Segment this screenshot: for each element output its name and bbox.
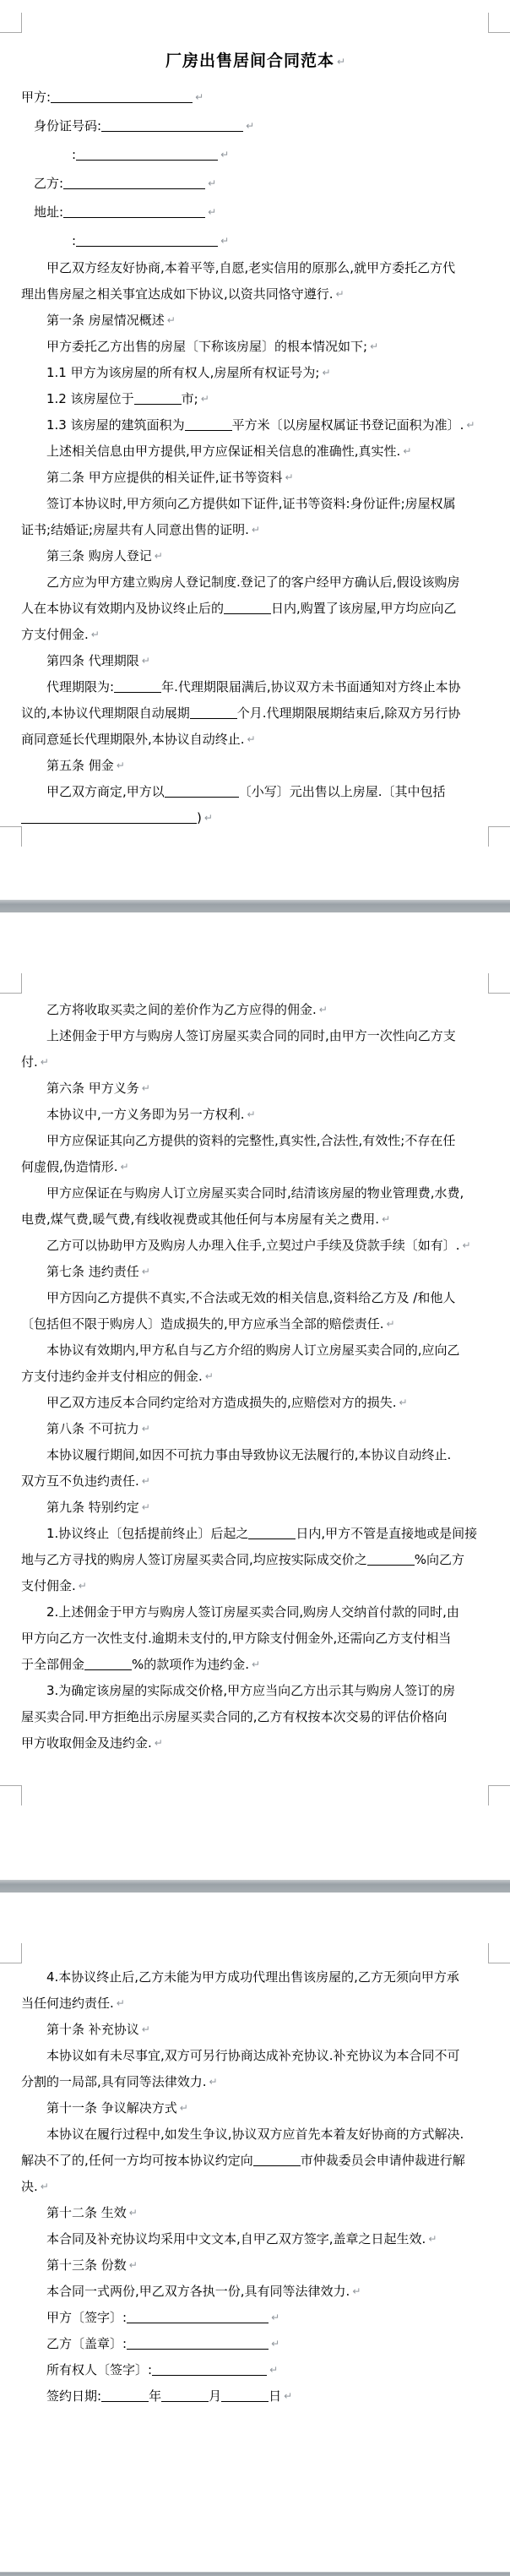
crop-mark-bottom-right xyxy=(488,826,510,847)
text-line: 签订本协议时,甲方须向乙方提供如下证件,证书等资料:身份证件;房屋权属 xyxy=(21,496,456,511)
text-line: 签约日期: 年 月 日 ↵ xyxy=(21,2383,491,2410)
text-line: 第七条 违约责任 ↵ xyxy=(21,1259,491,1285)
text-line: 地与乙方寻找的购房人签订房屋买卖合同,均应按实际成交价之 %向乙方 xyxy=(21,1552,465,1567)
text-line: 第三条 购房人登记 ↵ xyxy=(21,543,491,569)
text-line: 甲方委托乙方出售的房屋〔下称该房屋〕的根本情况如下; ↵ xyxy=(21,334,491,360)
text-line: 身份证号码: ↵ xyxy=(21,112,491,140)
crop-mark-bottom-right xyxy=(488,1785,510,1805)
text-line: 1.协议终止〔包括提前终止〕后起之 日内,甲方不管是直接地或是间接 xyxy=(21,1526,478,1541)
text-line: 支付佣金. ↵ xyxy=(21,1573,491,1599)
text-line: 第八条 不可抗力 ↵ xyxy=(21,1416,491,1442)
text-line: 于全部佣金 %的款项作为违约金. ↵ xyxy=(21,1652,491,1678)
page-1[interactable] xyxy=(0,0,510,900)
text-line: 本协议履行期间,如因不可抗力事由导致协议无法履行的,本协议自动终止. xyxy=(21,1447,452,1462)
text-line: : ↵ xyxy=(21,226,491,255)
text-line: 当任何违约责任. ↵ xyxy=(21,1991,491,2017)
page-body xyxy=(21,1964,491,2410)
blank-underline xyxy=(127,2337,269,2350)
page-body xyxy=(21,997,491,1756)
blank-underline xyxy=(101,2389,149,2402)
text-line: 甲方因向乙方提供不真实,不合法或无效的相关信息,资料给乙方及 /和他人 xyxy=(21,1290,456,1305)
text-line: 甲方: ↵ xyxy=(21,83,491,112)
text-line: 理出售房屋之相关事宜达成如下协议,以资共同恪守遵行. ↵ xyxy=(21,281,491,308)
text-line: 第十二条 生效 ↵ xyxy=(21,2200,491,2226)
text-line: 〔包括但不限于购房人〕造成损失的,甲方应承当全部的赔偿责任. ↵ xyxy=(21,1311,491,1337)
text-line: 第十条 补充协议 ↵ xyxy=(21,2017,491,2043)
text-line: 上述相关信息由甲方提供,甲方应保证相关信息的准确性,真实性. ↵ xyxy=(21,438,491,465)
crop-mark-top-right xyxy=(488,973,510,994)
text-line: 甲方应保证在与购房人订立房屋买卖合同时,结清该房屋的物业管理费,水费, xyxy=(21,1185,464,1201)
crop-mark-top-right xyxy=(488,1943,510,1963)
text-line: 乙方可以协助甲方及购房人办理入住手,立契过户手续及贷款手续〔如有〕. ↵ xyxy=(21,1233,491,1259)
text-line: 代理期限为: 年.代理期限届满后,协议双方未书面通知对方终止本协 xyxy=(21,679,461,694)
text-line: 第五条 佣金 ↵ xyxy=(21,753,491,779)
page-separator xyxy=(0,1880,510,1893)
text-line: 本协议中,一方义务即为另一方权利. ↵ xyxy=(21,1102,491,1128)
page-3[interactable] xyxy=(0,1893,510,2572)
text-line: 乙方: ↵ xyxy=(21,169,491,198)
text-line: 第一条 房屋情况概述 ↵ xyxy=(21,308,491,334)
text-line: 商同意延长代理期限外,本协议自动终止. ↵ xyxy=(21,727,491,753)
text-line: 本合同及补充协议均采用中文文本,自甲乙双方签字,盖章之日起生效. ↵ xyxy=(21,2226,491,2252)
text-line: 1.3 该房屋的建筑面积为 平方米〔以房屋权属证书登记面积为准〕. ↵ xyxy=(21,412,491,438)
page-content xyxy=(21,997,491,1756)
text-line: 方支付佣金. ↵ xyxy=(21,622,491,648)
blank-underline xyxy=(165,785,239,798)
page-2[interactable] xyxy=(0,912,510,1880)
page-body xyxy=(21,83,491,831)
blank-underline xyxy=(221,2389,269,2402)
text-line: : ↵ xyxy=(21,140,491,169)
blank-underline xyxy=(367,1553,415,1566)
blank-underline xyxy=(76,234,218,247)
text-line: 甲乙双方商定,甲方以 〔小写〕元出售以上房屋.〔其中包括 xyxy=(21,784,446,799)
text-line: 3.为确定该房屋的实际成交价格,甲方应当向乙方出示其与购房人签订的房 xyxy=(21,1683,456,1698)
document-title: 厂房出售居间合同范本 ↵ xyxy=(21,44,491,78)
text-line: 方支付违约金并支付相应的佣金. ↵ xyxy=(21,1364,491,1390)
crop-mark-top-left xyxy=(0,973,22,994)
text-line: 1.1 甲方为该房屋的所有权人,房屋所有权证号为; ↵ xyxy=(21,360,491,386)
text-line: 议的,本协议代理期限自动展期 个月.代理期限展期结束后,除双方另行协 xyxy=(21,705,461,721)
blank-underline xyxy=(190,706,237,719)
crop-mark-bottom-left xyxy=(0,826,22,847)
text-line: ) ↵ xyxy=(21,805,491,831)
text-line: 分割的一局部,具有同等法律效力. ↵ xyxy=(21,2069,491,2095)
crop-mark-top-right xyxy=(488,13,510,33)
text-line: 第四条 代理期限 ↵ xyxy=(21,648,491,674)
text-line: 乙方将收取买卖之间的差价作为乙方应得的佣金. ↵ xyxy=(21,997,491,1023)
text-line: 付. ↵ xyxy=(21,1049,491,1076)
text-line: 本协议如有未尽事宜,双方可另行协商达成补充协议.补充协议为本合同不可 xyxy=(21,2048,460,2063)
page-content xyxy=(21,1964,491,2410)
text-line: 本合同一式两份,甲乙双方各执一份,具有同等法律效力. ↵ xyxy=(21,2279,491,2305)
blank-underline xyxy=(114,680,161,693)
blank-underline xyxy=(185,418,232,431)
text-line: 决. ↵ xyxy=(21,2174,491,2200)
text-line: 2.上述佣金于甲方与购房人签订房屋买卖合同,购房人交纳首付款的同时,由 xyxy=(21,1604,459,1620)
text-line: 何虚假,伪造情形. ↵ xyxy=(21,1154,491,1180)
text-line: 1.2 该房屋位于 市; ↵ xyxy=(21,386,491,412)
text-line: 解决不了的,任何一方均可按本协议约定向 市仲裁委员会申请仲裁进行解 xyxy=(21,2153,465,2168)
blank-underline xyxy=(63,205,205,218)
text-line: 甲乙双方违反本合同约定给对方造成损失的,应赔偿对方的损失. ↵ xyxy=(21,1390,491,1416)
blank-underline xyxy=(127,2311,269,2323)
blank-underline xyxy=(253,2154,301,2166)
text-line: 第二条 甲方应提供的相关证件,证书等资料 ↵ xyxy=(21,465,491,491)
text-line: 4.本协议终止后,乙方未能为甲方成功代理出售该房屋的,乙方无须向甲方承 xyxy=(21,1969,459,1985)
blank-underline xyxy=(76,148,218,161)
text-line: 地址: ↵ xyxy=(21,198,491,226)
text-line: 第十一条 争议解决方式 ↵ xyxy=(21,2095,491,2121)
text-line: 所有权人〔签字〕: ↵ xyxy=(21,2357,491,2383)
text-line: 屋买卖合同.甲方拒绝出示房屋买卖合同的,乙方有权按本次交易的评估价格向 xyxy=(21,1709,448,1724)
text-line: 本协议在履行过程中,如发生争议,协议双方应首先本着友好协商的方式解决. xyxy=(21,2127,464,2142)
blank-underline xyxy=(248,1527,296,1539)
text-line: 甲方〔签字〕: ↵ xyxy=(21,2305,491,2331)
text-line: 甲方应保证其向乙方提供的资料的完整性,真实性,合法性,有效性;不存在任 xyxy=(21,1133,456,1148)
text-line: 双方互不负违约责任. ↵ xyxy=(21,1468,491,1495)
text-line: 第九条 特别约定 ↵ xyxy=(21,1495,491,1521)
crop-mark-top-left xyxy=(0,13,22,33)
blank-underline xyxy=(152,2363,267,2376)
text-line: 上述佣金于甲方与购房人签订房屋买卖合同的同时,由甲方一次性向乙方支 xyxy=(21,1028,456,1043)
blank-underline xyxy=(224,602,271,614)
text-line: 乙方应为甲方建立购房人登记制度.登记了的客户经甲方确认后,假设该购房 xyxy=(21,575,460,590)
text-line: 甲方收取佣金及违约金. ↵ xyxy=(21,1730,491,1756)
text-line: 甲乙双方经友好协商,本着平等,自愿,老实信用的原那么,就甲方委托乙方代 xyxy=(21,260,456,275)
blank-underline xyxy=(51,90,193,103)
text-line: 第六条 甲方义务 ↵ xyxy=(21,1076,491,1102)
text-line: 电费,煤气费,暖气费,有线收视费或其他任何与本房屋有关之费用. ↵ xyxy=(21,1206,491,1233)
page-content xyxy=(21,32,491,831)
blank-underline xyxy=(161,2389,209,2402)
text-line: 乙方〔盖章〕: ↵ xyxy=(21,2331,491,2357)
page-separator xyxy=(0,900,510,912)
text-line: 甲方向乙方一次性支付.逾期未支付的,甲方除支付佣金外,还需向乙方支付相当 xyxy=(21,1631,452,1646)
text-line: 证书;结婚证;房屋共有人同意出售的证明. ↵ xyxy=(21,517,491,543)
page-separator xyxy=(0,2572,510,2576)
blank-underline xyxy=(84,1658,132,1670)
text-line: 人在本协议有效期内及协议终止后的 日内,购置了该房屋,甲方均应向乙 xyxy=(21,601,457,616)
crop-mark-top-left xyxy=(0,1943,22,1963)
blank-underline xyxy=(134,392,182,405)
blank-underline xyxy=(63,177,205,189)
blank-underline xyxy=(21,811,197,824)
text-line: 本协议有效期内,甲方私自与乙方介绍的购房人订立房屋买卖合同的,应向乙 xyxy=(21,1342,460,1358)
crop-mark-bottom-left xyxy=(0,1785,22,1805)
text-line: 第十三条 份数 ↵ xyxy=(21,2252,491,2279)
blank-underline xyxy=(101,119,243,132)
